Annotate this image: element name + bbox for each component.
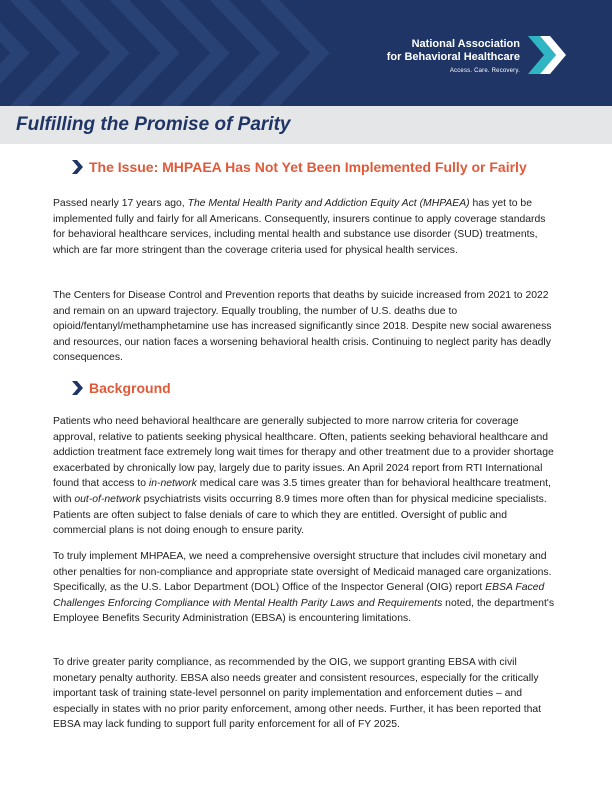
title-bar bbox=[0, 106, 612, 144]
text-run: medical care was 3.5 times greater than for behavioral healthcare treatment, with bbox=[53, 478, 551, 505]
chevron-pattern-icon bbox=[0, 0, 360, 106]
paragraph-ebsa-authority: To drive greater parity compliance, as recommended by the OIG, we support granting EBSA with civil monetary penalty authority. EBSA also needs greater and consistent resources, especially for the critically important task of training state-level personnel on parity implementation and enforcement duties – and especially in states with no prior parity enforcement, among other needs. Further, it has been reported that EBSA may lack funding to support full parity enforcement for all of FY 2025. bbox=[53, 657, 542, 731]
paragraph-mhpaea-intro bbox=[53, 196, 559, 258]
page-header bbox=[0, 0, 612, 106]
chevron-right-icon bbox=[71, 160, 84, 174]
act-title: The Mental Health Parity and Addiction Equity Act (MHPAEA) bbox=[187, 198, 470, 209]
text-run: Patients who need behavioral healthcare are generally subjected to more narrow criteria for coverage approval, relative to patients seeking physical healthcare. Often, patients seeking behavioral healthcare and addiction treatment face extremely long wait times for therapy and other treatment due to a provider shortage exacerbated by chronically low pay, largely due to parity issues. An April 2024 report from RTI International found that access to bbox=[53, 416, 554, 490]
paragraph-background bbox=[53, 414, 559, 539]
org-tagline: Access. Care. Recovery. bbox=[449, 68, 520, 74]
section-heading-text: The Issue: MHPAEA Has Not Yet Been Implemented Fully or Fairly bbox=[89, 159, 527, 175]
org-name-line2: for Behavioral Healthcare bbox=[386, 51, 520, 63]
text-run: noted, the department's Employee Benefits Security Administration (EBSA) is encountering limitations. bbox=[53, 597, 555, 625]
emphasis-in-network: in-network bbox=[148, 478, 197, 490]
nabh-chevron-logo-icon bbox=[526, 34, 568, 76]
org-name-line1: National Association bbox=[411, 38, 520, 50]
section-heading-text: Background bbox=[89, 380, 171, 396]
text-run: has yet to be implemented fully and fairly for all Americans. Consequently, insurers continue to apply coverage standards for behavioral healthcare services, including mental health and substance use disorder (SUD) treatments, which are far more stringent than the coverage criteria used for physical health services. bbox=[53, 198, 546, 256]
chevron-right-icon bbox=[71, 381, 84, 395]
section-heading-issue bbox=[71, 159, 527, 175]
emphasis-out-of-network: out-of-network bbox=[74, 493, 141, 505]
page-title: Fulfilling the Promise of Parity bbox=[16, 114, 291, 135]
org-logo-text bbox=[387, 38, 520, 74]
text-run: Passed nearly 17 years ago, bbox=[53, 198, 188, 209]
text-run: psychiatrists visits occurring 8.9 times more often than for physical medicine specialists. Patients are often subject to false denials of care to which they are entitled. Oversight of public and commercial plans is not doing enough to ensure parity. bbox=[53, 493, 547, 537]
paragraph-oversight bbox=[53, 549, 559, 627]
text-run: To truly implement MHPAEA, we need a comprehensive oversight structure that includes civil monetary and other penalties for non-compliance and appropriate state oversight of Medicaid managed care organizations. Specifically, as the U.S. Labor Department (DOL) Office of the Inspector General (OIG) report bbox=[53, 551, 552, 594]
section-heading-background bbox=[71, 380, 171, 396]
report-title: EBSA Faced Challenges Enforcing Compliance with Mental Health Parity Laws and Requirements bbox=[53, 582, 545, 609]
paragraph-cdc-report: The Centers for Disease Control and Prevention reports that deaths by suicide increased from 2021 to 2022 and remain on an upward trajectory. Equally troubling, the number of U.S. deaths due to opioid/fentanyl/methamphetamine use has increased significantly since 2018. Despite new social awareness and resources, our nation faces a worsening behavioral health crisis. Continuing to neglect parity has deadly consequences. bbox=[53, 290, 552, 364]
